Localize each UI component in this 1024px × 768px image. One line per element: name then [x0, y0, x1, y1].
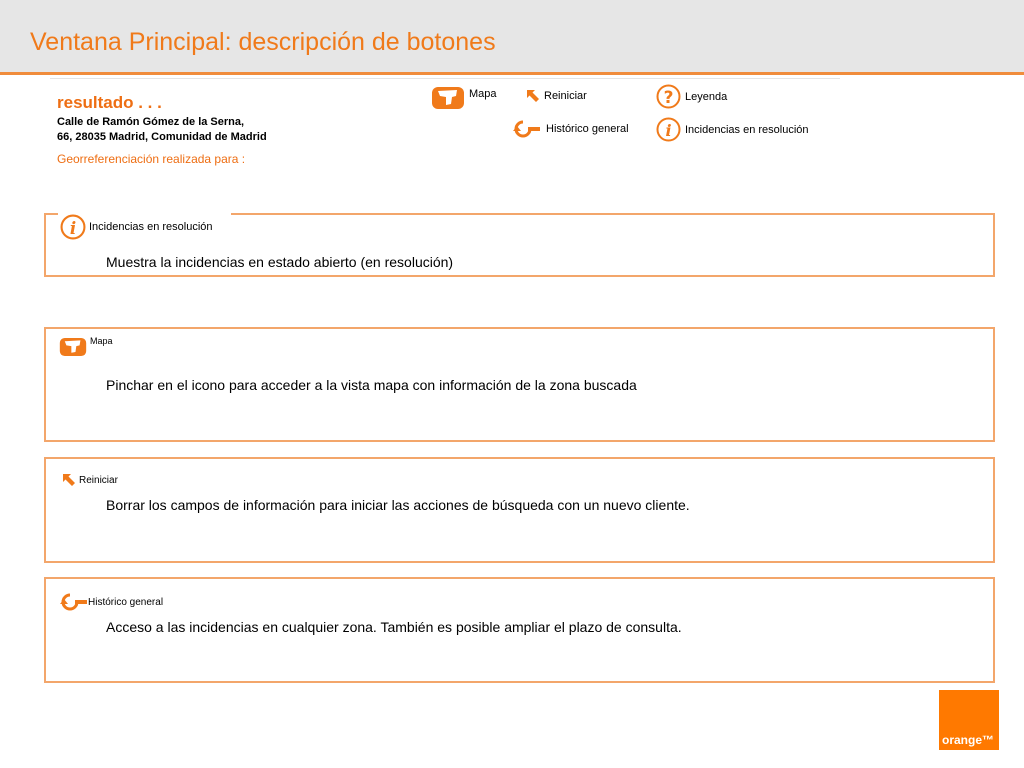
section-description: Pinchar en el icono para acceder a la vista mapa con información de la zona buscada [106, 377, 637, 393]
reset-arrow-icon [526, 89, 540, 103]
leyenda-label: Leyenda [685, 90, 728, 103]
historico-button[interactable] [512, 118, 629, 140]
map-spain-icon [431, 86, 465, 110]
section-description: Acceso a las incidencias en cualquier zona. También es posible ampliar el plazo de consulta. [106, 619, 682, 635]
page-title: Ventana Principal: descripción de botones [30, 28, 496, 56]
georef-label: Georreferenciación realizada para : [57, 152, 246, 166]
address-line-1: Calle de Ramón Gómez de la Serna, [57, 116, 245, 128]
svg-text:i: i [665, 121, 672, 140]
incidencias-button[interactable] [656, 117, 809, 142]
section-label: Mapa [90, 336, 113, 346]
svg-text:?: ? [663, 88, 674, 108]
reiniciar-label: Reiniciar [544, 90, 587, 102]
section-mapa [44, 327, 995, 442]
section-reiniciar [44, 457, 995, 563]
svg-text:i: i [69, 217, 77, 238]
section-label: Incidencias en resolución [89, 221, 213, 233]
mapa-label: Mapa [469, 88, 497, 100]
logo-text: orange™ [942, 733, 995, 747]
help-icon [656, 84, 681, 109]
orange-logo [939, 690, 999, 750]
section-header [59, 591, 163, 613]
info-icon [656, 117, 681, 142]
section-label: Histórico general [88, 596, 164, 608]
info-icon [60, 214, 86, 240]
section-header [59, 336, 113, 358]
leyenda-button[interactable] [656, 84, 727, 109]
mapa-button[interactable] [431, 86, 497, 110]
map-spain-icon [59, 336, 87, 358]
section-header [62, 473, 118, 487]
section-header [58, 212, 231, 242]
reiniciar-button[interactable] [526, 89, 587, 103]
section-label: Reiniciar [79, 474, 118, 486]
address-line-2: 66, 28035 Madrid, Comunidad de Madrid [57, 131, 267, 143]
history-icon [512, 118, 542, 140]
history-icon [59, 591, 89, 613]
result-title: resultado . . . [57, 93, 162, 112]
divider [50, 78, 840, 79]
section-description: Muestra la incidencias en estado abierto (en resolución) [106, 254, 454, 270]
title-bar [0, 0, 1024, 75]
section-historico [44, 577, 995, 683]
incidencias-label: Incidencias en resolución [685, 123, 809, 136]
reset-arrow-icon [62, 473, 76, 487]
section-description: Borrar los campos de información para iniciar las acciones de búsqueda con un nuevo cliente. [106, 497, 690, 513]
historico-label: Histórico general [546, 123, 629, 135]
